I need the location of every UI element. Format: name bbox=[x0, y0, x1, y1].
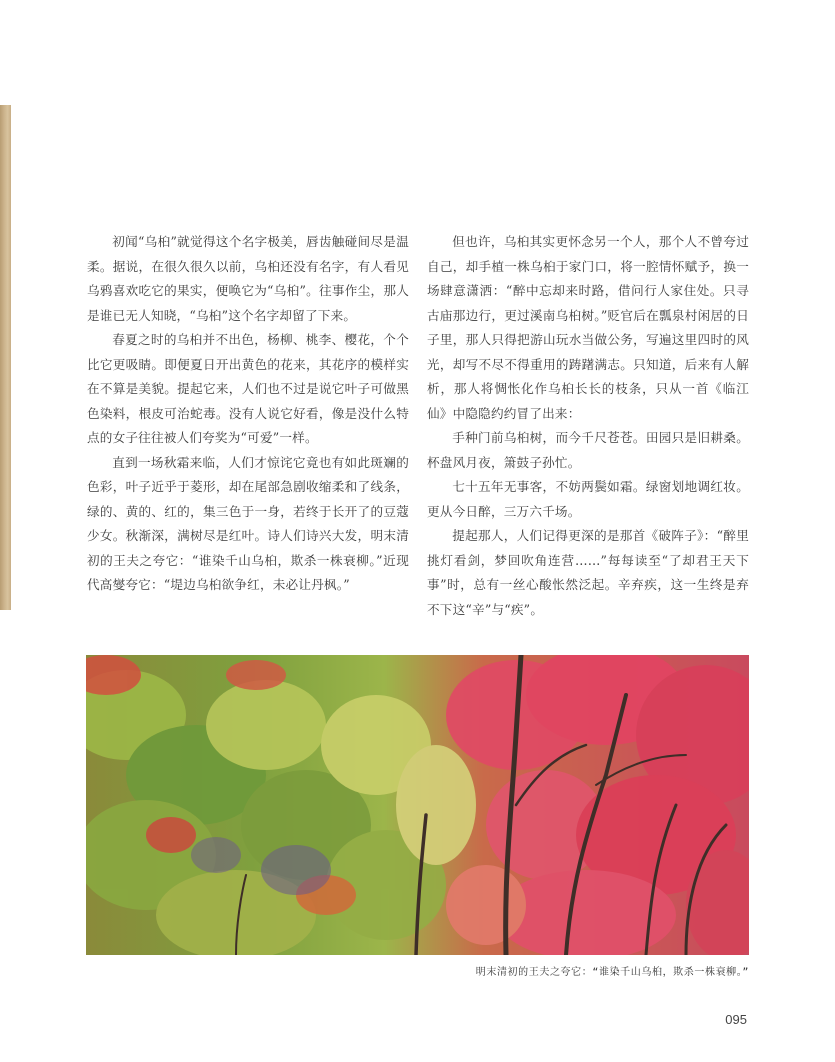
paragraph: 提起那人，人们记得更深的是那首《破阵子》：“醉里挑灯看剑，梦回吹角连营……”每每读至“了却君王天下事”时，总有一丝心酸怅然泛起。辛弃疾，这一生终是弃不下这“辛”与“疾”。 bbox=[427, 528, 749, 617]
paragraph: 春夏之时的乌桕并不出色，杨柳、桃李、樱花，个个比它更吸睛。即便夏日开出黄色的花来，其花序的模样实在不算是美貌。提起它来，人们也不过是说它叶子可做黑色染料，根皮可治蛇毒。没有人说它好看，像是没什么特点的女子往往被人们夸奖为“可爱”一样。 bbox=[87, 332, 409, 445]
photo-caption: 明末清初的王夫之夸它：“谁染千山乌桕，欺杀一株衰柳。” bbox=[475, 967, 749, 978]
poem-paragraph: 手种门前乌桕树，而今千尺苍苍。田园只是旧耕桑。杯盘风月夜，箫鼓子孙忙。 bbox=[427, 430, 749, 470]
paragraph: 但也许，乌桕其实更怀念另一个人，那个人不曾夸过自己，却手植一株乌桕于家门口，将一腔情怀赋予，换一场肆意潇洒：“醉中忘却来时路，借问行人家住处。只寻古庙那边行，更过溪南乌桕树。”贬官后在瓢泉村闲居的日子里，那人只得把游山玩水当做公务，写遍这里四时的风光，却写不尽不得重用的踌躇满志。只知道，后来有人解析，那人将惆怅化作乌桕长长的枝条，只从一首《临江仙》中隐隐约约冒了出来： bbox=[427, 234, 749, 421]
decorative-side-strip bbox=[0, 105, 11, 610]
page-number: 095 bbox=[725, 1012, 747, 1027]
article-right-column bbox=[427, 230, 749, 622]
autumn-tallow-trees-photo bbox=[86, 655, 749, 955]
paragraph: 初闻“乌桕”就觉得这个名字极美，唇齿触碰间尽是温柔。据说，在很久很久以前，乌桕还没有名字，有人看见乌鸦喜欢吃它的果实，便唤它为“乌桕”。往事作尘，那人是谁已无人知晓，“乌桕”这个名字却留了下来。 bbox=[87, 234, 409, 323]
paragraph: 直到一场秋霜来临，人们才惊诧它竟也有如此斑斓的色彩，叶子近乎于菱形，却在尾部急剧收缩柔和了线条，绿的、黄的、红的，集三色于一身，若终于长开了的豆蔻少女。秋渐深，满树尽是红叶。诗人们诗兴大发，明末清初的王夫之夸它：“谁染千山乌桕，欺杀一株衰柳。”近现代高燮夸它：“堤边乌桕欲争红，未必让丹枫。” bbox=[87, 454, 409, 592]
poem-paragraph: 七十五年无事客，不妨两鬓如霜。绿窗划地调红妆。更从今日醉，三万六千场。 bbox=[427, 479, 749, 519]
article-left-column bbox=[87, 230, 409, 598]
